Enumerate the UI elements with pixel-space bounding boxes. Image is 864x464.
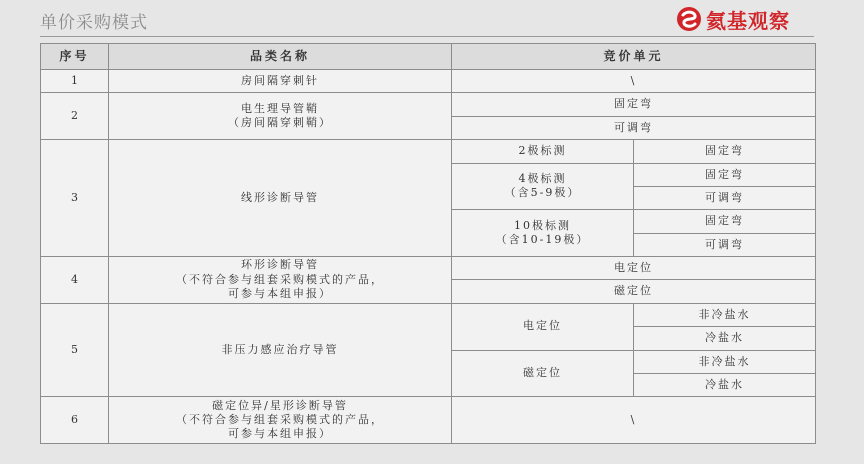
row-bid-unit: \ <box>452 70 816 93</box>
row-category-name: 房间隔穿刺针 <box>109 70 452 93</box>
table-header-row <box>41 44 816 70</box>
row-bid-unit: 冷盐水 <box>634 327 816 350</box>
page-title: 单价采购模式 <box>40 13 148 33</box>
row-bid-unit: 非冷盐水 <box>634 350 816 373</box>
row-bid-unit: 固定弯 <box>634 210 816 233</box>
row-category-name: 线形诊断导管 <box>109 140 452 257</box>
category-name-line: （房间隔穿刺鞘） <box>228 116 332 130</box>
row-category-name <box>109 397 452 444</box>
group-label-line: 10极标测 <box>514 218 571 232</box>
category-name-line: 磁定位异/星形诊断导管 <box>212 398 348 412</box>
table-row <box>41 397 816 444</box>
header-seq: 序号 <box>41 44 109 70</box>
row-bid-unit: 固定弯 <box>452 93 816 116</box>
row-bid-unit: 可调弯 <box>634 233 816 256</box>
row-bid-unit: 固定弯 <box>634 140 816 163</box>
procurement-table-container <box>40 43 815 444</box>
row-category-name <box>109 257 452 304</box>
title-divider <box>40 36 814 37</box>
brand-swirl-icon <box>676 6 702 32</box>
row-bid-unit: 非冷盐水 <box>634 303 816 326</box>
row-category-name <box>109 93 452 140</box>
table-row <box>41 70 816 93</box>
category-name-line: 电生理导管鞘 <box>241 101 319 115</box>
row-seq: 6 <box>41 397 109 444</box>
group-label-line: （含10-19极） <box>495 233 590 247</box>
brand-name: 氦基观察 <box>706 8 790 33</box>
header-bid-unit: 竞价单元 <box>452 44 816 70</box>
row-seq: 5 <box>41 303 109 397</box>
bid-group-label: 2极标测 <box>452 140 634 163</box>
row-bid-unit: 电定位 <box>452 257 816 280</box>
category-name-line: （不符合参与组套采购模式的产品， <box>176 272 384 286</box>
table-row <box>41 303 816 326</box>
row-bid-unit: \ <box>452 397 816 444</box>
row-seq: 4 <box>41 257 109 304</box>
category-name-line: 可参与本组申报） <box>228 287 332 301</box>
category-name-line: 环形诊断导管 <box>241 258 319 272</box>
row-seq: 1 <box>41 70 109 93</box>
table-row <box>41 140 816 163</box>
row-bid-unit: 可调弯 <box>452 116 816 139</box>
bid-group-label: 电定位 <box>452 303 634 350</box>
bid-group-label <box>452 163 634 210</box>
category-name-line: （不符合参与组套采购模式的产品， <box>176 412 384 426</box>
header-category-name: 品类名称 <box>109 44 452 70</box>
row-seq: 2 <box>41 93 109 140</box>
table-row <box>41 257 816 280</box>
row-bid-unit: 可调弯 <box>634 186 816 209</box>
table-row <box>41 93 816 116</box>
row-seq: 3 <box>41 140 109 257</box>
category-name-line: 可参与本组申报） <box>228 427 332 441</box>
bid-group-label <box>452 210 634 257</box>
brand-logo <box>676 3 790 35</box>
row-bid-unit: 磁定位 <box>452 280 816 303</box>
group-label-line: （含5-9极） <box>504 186 581 200</box>
row-bid-unit: 冷盐水 <box>634 373 816 396</box>
row-bid-unit: 固定弯 <box>634 163 816 186</box>
group-label-line: 4极标测 <box>518 172 567 186</box>
row-category-name: 非压力感应治疗导管 <box>109 303 452 397</box>
procurement-table <box>40 43 816 444</box>
bid-group-label: 磁定位 <box>452 350 634 397</box>
